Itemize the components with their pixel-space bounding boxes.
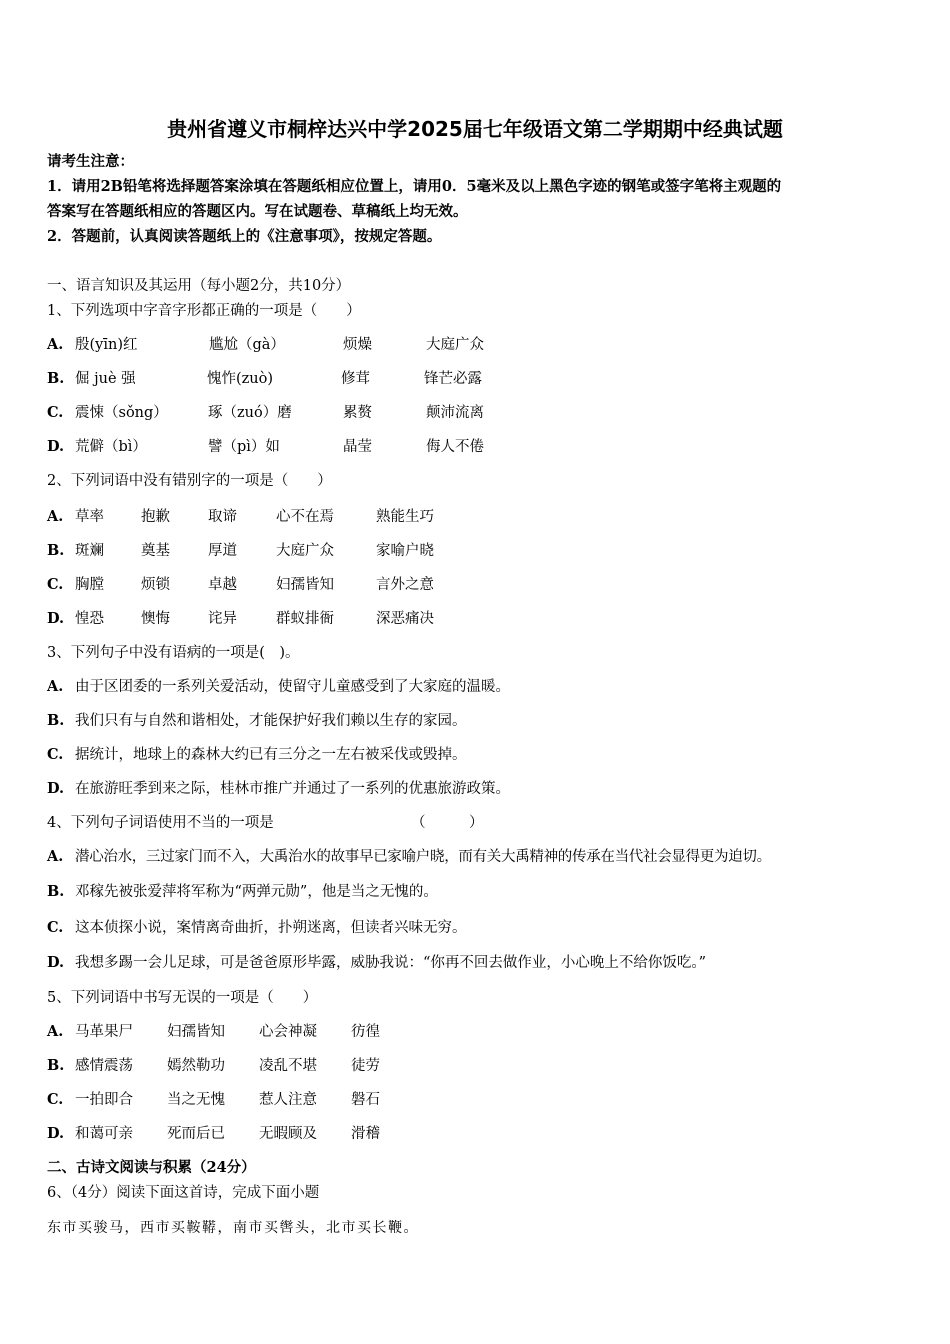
option-key: B. (47, 712, 65, 729)
option-cell: 无暇顾及 (259, 1126, 317, 1142)
q1-option-d (47, 437, 927, 457)
option-cell: 熟能生巧 (376, 509, 434, 525)
option-cell: 深恶痛决 (376, 611, 434, 627)
q2-option-a (47, 507, 927, 527)
option-cell: 烦燥 (343, 337, 372, 353)
option-key: C. (47, 746, 64, 763)
option-cell: 奠基 (141, 543, 170, 559)
option-cell: 家喻户晓 (376, 543, 434, 559)
option-cell: 心不在焉 (276, 509, 334, 525)
option-cell: 殷(yīn)红 (75, 337, 138, 353)
q4-option-a (47, 847, 927, 867)
option-cell: 言外之意 (376, 577, 434, 593)
option-cell: 徒劳 (351, 1058, 380, 1074)
option-cell: 嫣然勒功 (167, 1058, 225, 1074)
q2-option-b (47, 541, 927, 561)
poem-line: 东市买骏马，西市买鞍鞯，南市买辔头，北市买长鞭。 (47, 1220, 419, 1236)
notice-item-2: 2．答题前，认真阅读答题纸上的《注意事项》，按规定答题。 (47, 228, 442, 245)
option-cell: 荒僻（bì） (75, 439, 147, 455)
option-key: D. (47, 610, 65, 627)
q3-option-a (47, 677, 927, 697)
option-key: D. (47, 954, 65, 971)
q1-option-b (47, 369, 927, 389)
option-cell: 震悚（sǒng） (75, 405, 168, 421)
option-cell: 草率 (75, 509, 104, 525)
option-cell: 抱歉 (141, 509, 170, 525)
option-text: 据统计，地球上的森林大约已有三分之一左右被采伐或毁掉。 (75, 747, 467, 763)
notice-item-1: 1．请用2B铅笔将选择题答案涂填在答题纸相应位置上，请用0．5毫米及以上黑色字迹的钢笔或签字笔将主观题的 (47, 178, 782, 195)
q4-option-d (47, 953, 927, 973)
option-cell: 当之无愧 (167, 1092, 225, 1108)
option-key: B. (47, 542, 65, 559)
question-4-stem: 4、下列句子词语使用不当的一项是 (47, 815, 274, 831)
option-cell: 譬（pì）如 (208, 439, 280, 455)
option-cell: 修茸 (341, 371, 370, 387)
q3-option-b (47, 711, 927, 731)
option-cell: 心会神凝 (259, 1024, 317, 1040)
q3-option-d (47, 779, 927, 799)
option-cell: 凌乱不堪 (259, 1058, 317, 1074)
option-key: B. (47, 1057, 65, 1074)
q4-option-b (47, 882, 927, 902)
question-3-stem: 3、下列句子中没有语病的一项是( )。 (47, 645, 300, 661)
option-cell: 彷徨 (351, 1024, 380, 1040)
option-text: 由于区团委的一系列关爱活动，使留守儿童感受到了大家庭的温暖。 (75, 679, 510, 695)
option-key: D. (47, 780, 65, 797)
q3-option-c (47, 745, 927, 765)
option-cell: 累赘 (343, 405, 372, 421)
option-cell: 一拍即合 (75, 1092, 133, 1108)
q1-option-c (47, 403, 927, 423)
q2-option-d (47, 609, 927, 629)
option-cell: 愧怍(zuò) (207, 371, 274, 387)
option-cell: 妇孺皆知 (276, 577, 334, 593)
option-key: B. (47, 370, 65, 387)
option-key: C. (47, 1091, 64, 1108)
page-title: 贵州省遵义市桐梓达兴中学2025届七年级语文第二学期期中经典试题 (167, 117, 783, 141)
option-key: A. (47, 508, 64, 525)
option-cell: 尴尬（gà） (209, 337, 285, 353)
option-cell: 大庭广众 (276, 543, 334, 559)
question-4-stem-row (47, 813, 927, 833)
option-cell: 侮人不倦 (426, 439, 484, 455)
option-key: C. (47, 404, 64, 421)
question-1-stem: 1、下列选项中字音字形都正确的一项是（ ） (47, 303, 361, 319)
option-text: 这本侦探小说，案情离奇曲折，扑朔迷离，但读者兴味无穷。 (75, 920, 467, 936)
option-cell: 卓越 (208, 577, 237, 593)
q5-option-c (47, 1090, 927, 1110)
option-cell: 群蚁排衙 (276, 611, 334, 627)
option-cell: 惶恐 (75, 611, 104, 627)
option-cell: 颠沛流离 (426, 405, 484, 421)
q5-option-b (47, 1056, 927, 1076)
option-cell: 磐石 (351, 1092, 380, 1108)
option-cell: 厚道 (208, 543, 237, 559)
option-key: D. (47, 1125, 65, 1142)
question-6-stem: 6、（4分）阅读下面这首诗，完成下面小题 (47, 1185, 320, 1201)
option-key: A. (47, 848, 64, 865)
option-cell: 马革果尸 (75, 1024, 133, 1040)
option-text: 潜心治水，三过家门而不入，大禹治水的故事早已家喻户晓，而有关大禹精神的传承在当代社会显得更为迫切。 (75, 849, 771, 865)
notice-item-1-cont: 答案写在答题纸相应的答题区内。写在试题卷、草稿纸上均无效。 (47, 203, 468, 220)
option-cell: 取谛 (208, 509, 237, 525)
option-cell: 锋芒必露 (424, 371, 482, 387)
option-cell: 烦锁 (141, 577, 170, 593)
option-cell: 斑斓 (75, 543, 104, 559)
section-1-heading: 一、语言知识及其运用（每小题2分，共10分） (47, 278, 351, 294)
notice-heading: 请考生注意： (47, 153, 134, 170)
option-cell: 琢（zuó）磨 (208, 405, 292, 421)
option-cell: 死而后已 (167, 1126, 225, 1142)
q2-option-c (47, 575, 927, 595)
option-cell: 胸膛 (75, 577, 104, 593)
option-key: B. (47, 883, 65, 900)
option-text: 在旅游旺季到来之际，桂林市推广并通过了一系列的优惠旅游政策。 (75, 781, 510, 797)
question-5-stem: 5、下列词语中书写无误的一项是（ ） (47, 990, 318, 1006)
option-cell: 妇孺皆知 (167, 1024, 225, 1040)
option-key: C. (47, 576, 64, 593)
q1-option-a (47, 335, 927, 355)
option-key: A. (47, 678, 64, 695)
option-cell: 滑稽 (351, 1126, 380, 1142)
option-cell: 感情震荡 (75, 1058, 133, 1074)
section-2-heading: 二、古诗文阅读与积累（24分） (47, 1159, 256, 1176)
option-text: 我想多踢一会儿足球，可是爸爸原形毕露，威胁我说：“你再不回去做作业，小心晚上不给你饭吃。” (75, 955, 707, 971)
q4-option-c (47, 918, 927, 938)
option-text: 我们只有与自然和谐相处，才能保护好我们赖以生存的家园。 (75, 713, 467, 729)
option-cell: 和蔼可亲 (75, 1126, 133, 1142)
option-text: 邓稼先被张爱萍将军称为“两弹元勋”，他是当之无愧的。 (75, 884, 438, 900)
q5-option-a (47, 1022, 927, 1042)
option-cell: 诧异 (208, 611, 237, 627)
option-key: C. (47, 919, 64, 936)
question-2-stem: 2、下列词语中没有错别字的一项是（ ） (47, 473, 332, 489)
option-cell: 大庭广众 (426, 337, 484, 353)
option-cell: 惹人注意 (259, 1092, 317, 1108)
option-cell: 晶莹 (343, 439, 372, 455)
option-cell: 倔 juè 强 (75, 371, 136, 387)
option-key: A. (47, 1023, 64, 1040)
option-key: D. (47, 438, 65, 455)
option-cell: 懊悔 (141, 611, 170, 627)
q5-option-d (47, 1124, 927, 1144)
option-key: A. (47, 336, 64, 353)
answer-blank: （ ） (411, 815, 484, 831)
